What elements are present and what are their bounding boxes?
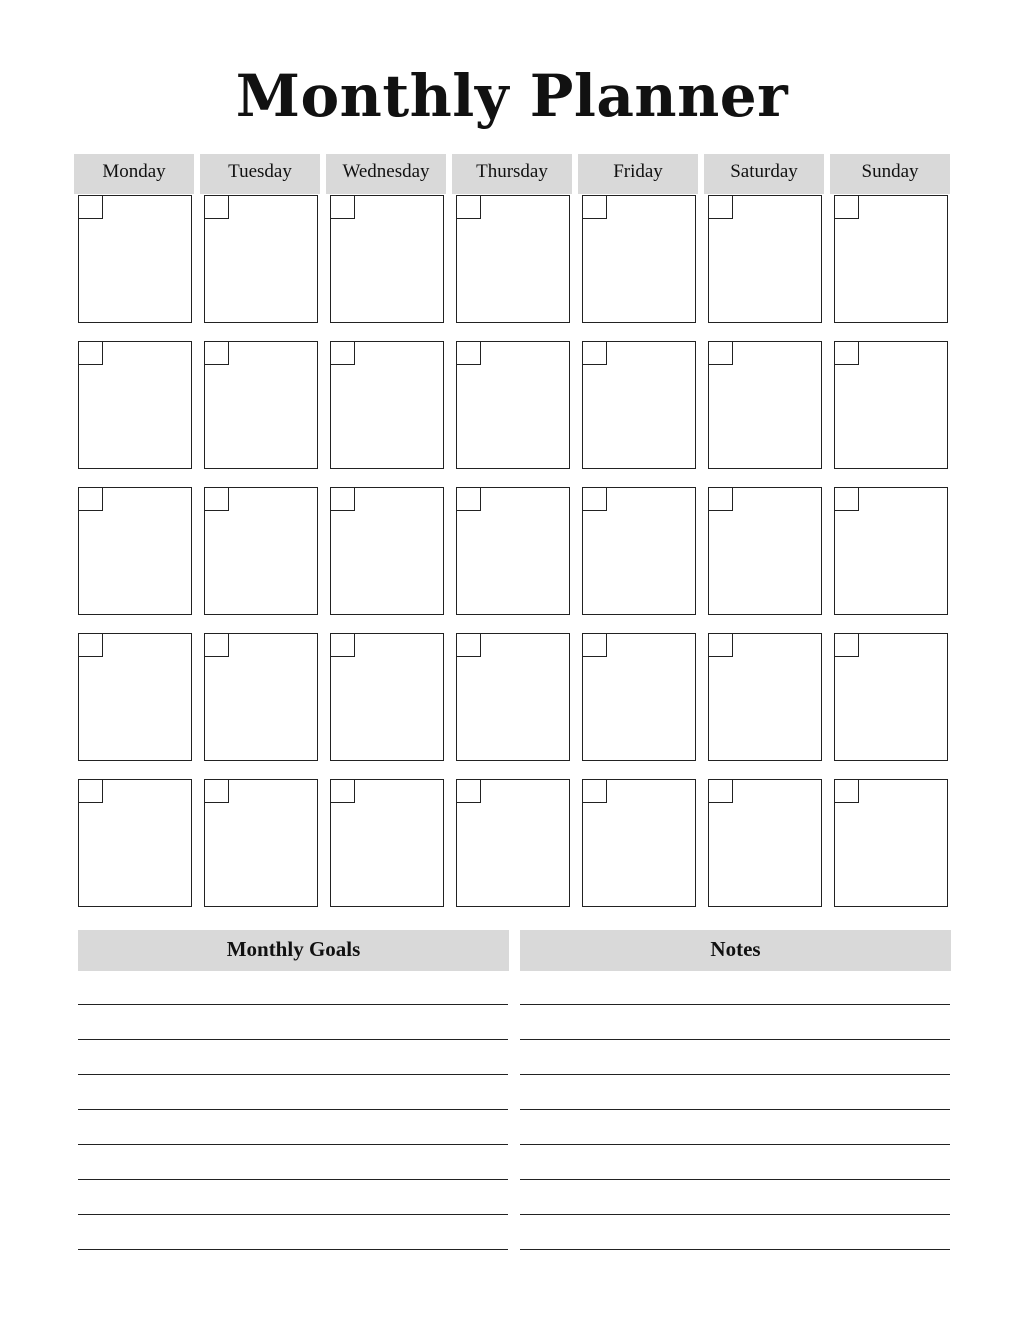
day-header-tuesday: Tuesday <box>200 154 320 194</box>
date-box[interactable] <box>331 780 355 803</box>
day-header-friday: Friday <box>578 154 698 194</box>
writing-line[interactable] <box>520 1004 950 1005</box>
day-cell[interactable] <box>204 779 318 907</box>
day-cell[interactable] <box>582 341 696 469</box>
date-box[interactable] <box>79 196 103 219</box>
day-cell[interactable] <box>582 195 696 323</box>
date-box[interactable] <box>457 634 481 657</box>
day-header-sunday: Sunday <box>830 154 950 194</box>
writing-line[interactable] <box>520 1144 950 1145</box>
day-cell[interactable] <box>330 633 444 761</box>
writing-line[interactable] <box>78 1144 508 1145</box>
date-box[interactable] <box>457 780 481 803</box>
day-cell[interactable] <box>456 341 570 469</box>
date-box[interactable] <box>583 634 607 657</box>
date-box[interactable] <box>583 196 607 219</box>
date-box[interactable] <box>79 634 103 657</box>
date-box[interactable] <box>205 634 229 657</box>
writing-line[interactable] <box>520 1074 950 1075</box>
date-box[interactable] <box>835 634 859 657</box>
date-box[interactable] <box>709 634 733 657</box>
date-box[interactable] <box>205 780 229 803</box>
day-cell[interactable] <box>456 487 570 615</box>
writing-line[interactable] <box>78 1214 508 1215</box>
notes-header: Notes <box>520 930 951 971</box>
date-box[interactable] <box>79 488 103 511</box>
day-cell[interactable] <box>78 633 192 761</box>
day-cell[interactable] <box>204 341 318 469</box>
day-cell[interactable] <box>708 487 822 615</box>
day-cell[interactable] <box>330 195 444 323</box>
day-cell[interactable] <box>330 779 444 907</box>
writing-line[interactable] <box>520 1179 950 1180</box>
day-cell[interactable] <box>834 341 948 469</box>
day-cell[interactable] <box>708 779 822 907</box>
day-cell[interactable] <box>834 487 948 615</box>
day-cell[interactable] <box>78 779 192 907</box>
day-cell[interactable] <box>834 633 948 761</box>
day-header-monday: Monday <box>74 154 194 194</box>
day-cell[interactable] <box>456 195 570 323</box>
day-cell[interactable] <box>708 195 822 323</box>
writing-line[interactable] <box>78 1109 508 1110</box>
date-box[interactable] <box>205 342 229 365</box>
date-box[interactable] <box>331 342 355 365</box>
writing-line[interactable] <box>520 1249 950 1250</box>
day-cell[interactable] <box>834 779 948 907</box>
date-box[interactable] <box>583 488 607 511</box>
writing-line[interactable] <box>520 1039 950 1040</box>
writing-line[interactable] <box>520 1109 950 1110</box>
date-box[interactable] <box>79 780 103 803</box>
day-cell[interactable] <box>456 633 570 761</box>
writing-line[interactable] <box>78 1039 508 1040</box>
date-box[interactable] <box>709 780 733 803</box>
day-cell[interactable] <box>834 195 948 323</box>
writing-line[interactable] <box>520 1214 950 1215</box>
day-header-saturday: Saturday <box>704 154 824 194</box>
date-box[interactable] <box>457 196 481 219</box>
day-cell[interactable] <box>330 487 444 615</box>
date-box[interactable] <box>331 634 355 657</box>
day-cell[interactable] <box>78 487 192 615</box>
date-box[interactable] <box>79 342 103 365</box>
date-box[interactable] <box>205 196 229 219</box>
day-cell[interactable] <box>78 195 192 323</box>
day-cell[interactable] <box>456 779 570 907</box>
day-cell[interactable] <box>204 195 318 323</box>
date-box[interactable] <box>583 780 607 803</box>
monthly-goals-header: Monthly Goals <box>78 930 509 971</box>
date-box[interactable] <box>331 488 355 511</box>
day-cell[interactable] <box>204 633 318 761</box>
day-cell[interactable] <box>582 633 696 761</box>
day-cell[interactable] <box>78 341 192 469</box>
date-box[interactable] <box>709 488 733 511</box>
date-box[interactable] <box>709 196 733 219</box>
day-cell[interactable] <box>204 487 318 615</box>
date-box[interactable] <box>709 342 733 365</box>
day-cell[interactable] <box>582 487 696 615</box>
day-cell[interactable] <box>582 779 696 907</box>
writing-line[interactable] <box>78 1074 508 1075</box>
date-box[interactable] <box>331 196 355 219</box>
date-box[interactable] <box>457 488 481 511</box>
day-header-thursday: Thursday <box>452 154 572 194</box>
writing-line[interactable] <box>78 1179 508 1180</box>
day-cell[interactable] <box>330 341 444 469</box>
writing-line[interactable] <box>78 1249 508 1250</box>
date-box[interactable] <box>835 488 859 511</box>
day-cell[interactable] <box>708 633 822 761</box>
date-box[interactable] <box>835 780 859 803</box>
day-header-wednesday: Wednesday <box>326 154 446 194</box>
date-box[interactable] <box>835 196 859 219</box>
date-box[interactable] <box>457 342 481 365</box>
writing-line[interactable] <box>78 1004 508 1005</box>
date-box[interactable] <box>583 342 607 365</box>
date-box[interactable] <box>205 488 229 511</box>
day-cell[interactable] <box>708 341 822 469</box>
date-box[interactable] <box>835 342 859 365</box>
page-title: Monthly Planner <box>235 62 789 130</box>
